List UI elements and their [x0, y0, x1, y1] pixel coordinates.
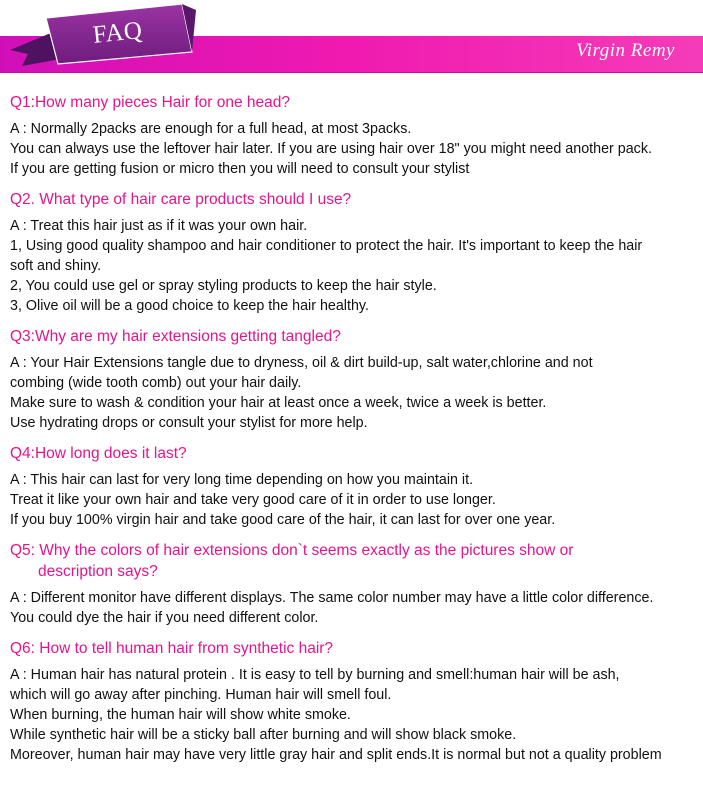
faq-answer-line: 3, Olive oil will be a good choice to keep the hair healthy. [10, 298, 369, 314]
faq-question: Q4:How long does it last? [10, 445, 187, 462]
faq-question: Q1:How many pieces Hair for one head? [10, 94, 291, 111]
faq-answer-line: Use hydrating drops or consult your stylist for more help. [10, 415, 368, 431]
faq-item-1 [10, 92, 703, 179]
faq-list [10, 92, 703, 775]
brand-name: Virgin Remy [576, 40, 675, 61]
faq-answer-line: A : Normally 2packs are enough for a full head, at most 3packs. [10, 121, 412, 137]
faq-answer-line: While synthetic hair will be a sticky ball after burning and will show black smoke. [10, 727, 517, 743]
faq-question-line: Q5: Why the colors of hair extensions don`t seems exactly as the pictures show or [10, 542, 574, 559]
faq-question: Q6: How to tell human hair from synthetic hair? [10, 640, 334, 657]
faq-item-3 [10, 326, 703, 433]
faq-answer-line: You can always use the leftover hair later. If you are using hair over 18" you might need another pack. [10, 141, 652, 157]
faq-answer-line: which will go away after pinching. Human hair will smell foul. [10, 687, 392, 703]
faq-answer-line: When burning, the human hair will show white smoke. [10, 707, 351, 723]
faq-answer-line: Moreover, human hair may have very little gray hair and split ends.It is normal but not a quality problem [10, 747, 662, 763]
faq-item-6 [10, 638, 703, 765]
faq-answer-line: combing (wide tooth comb) out your hair daily. [10, 375, 302, 391]
faq-answer-line: A : Human hair has natural protein . It is easy to tell by burning and smell:human hair will be ash, [10, 667, 620, 683]
faq-answer-line: soft and shiny. [10, 258, 102, 274]
faq-badge-label: FAQ [91, 16, 144, 49]
faq-answer-line: Treat it like your own hair and take very good care of it in order to use longer. [10, 492, 496, 508]
faq-item-2 [10, 189, 703, 316]
faq-answer-line: A : Treat this hair just as if it was your own hair. [10, 218, 308, 234]
faq-answer-line: If you are getting fusion or micro then you will need to consult your stylist [10, 161, 470, 177]
faq-answer-line: 2, You could use gel or spray styling products to keep the hair style. [10, 278, 437, 294]
faq-answer-line: If you buy 100% virgin hair and take good care of the hair, it can last for over one year. [10, 512, 556, 528]
faq-answer-line: You could dye the hair if you need different color. [10, 610, 319, 626]
faq-question: Q2. What type of hair care products should I use? [10, 191, 352, 208]
faq-question: Q3:Why are my hair extensions getting tangled? [10, 328, 341, 345]
faq-banner [0, 0, 703, 90]
faq-item-5 [10, 540, 703, 628]
faq-answer-line: A : This hair can last for very long time depending on how you maintain it. [10, 472, 474, 488]
faq-answer-line: A : Your Hair Extensions tangle due to dryness, oil & dirt build-up, salt water,chlorine and not [10, 355, 593, 371]
faq-question-continuation: description says? [38, 563, 158, 580]
faq-answer-line: 1, Using good quality shampoo and hair conditioner to protect the hair. It's important to keep the hair [10, 238, 643, 254]
faq-question [10, 540, 703, 582]
faq-answer-line: Make sure to wash & condition your hair at least once a week, twice a week is better. [10, 395, 547, 411]
faq-item-4 [10, 443, 703, 530]
faq-answer-line: A : Different monitor have different displays. The same color number may have a little color difference. [10, 590, 654, 606]
